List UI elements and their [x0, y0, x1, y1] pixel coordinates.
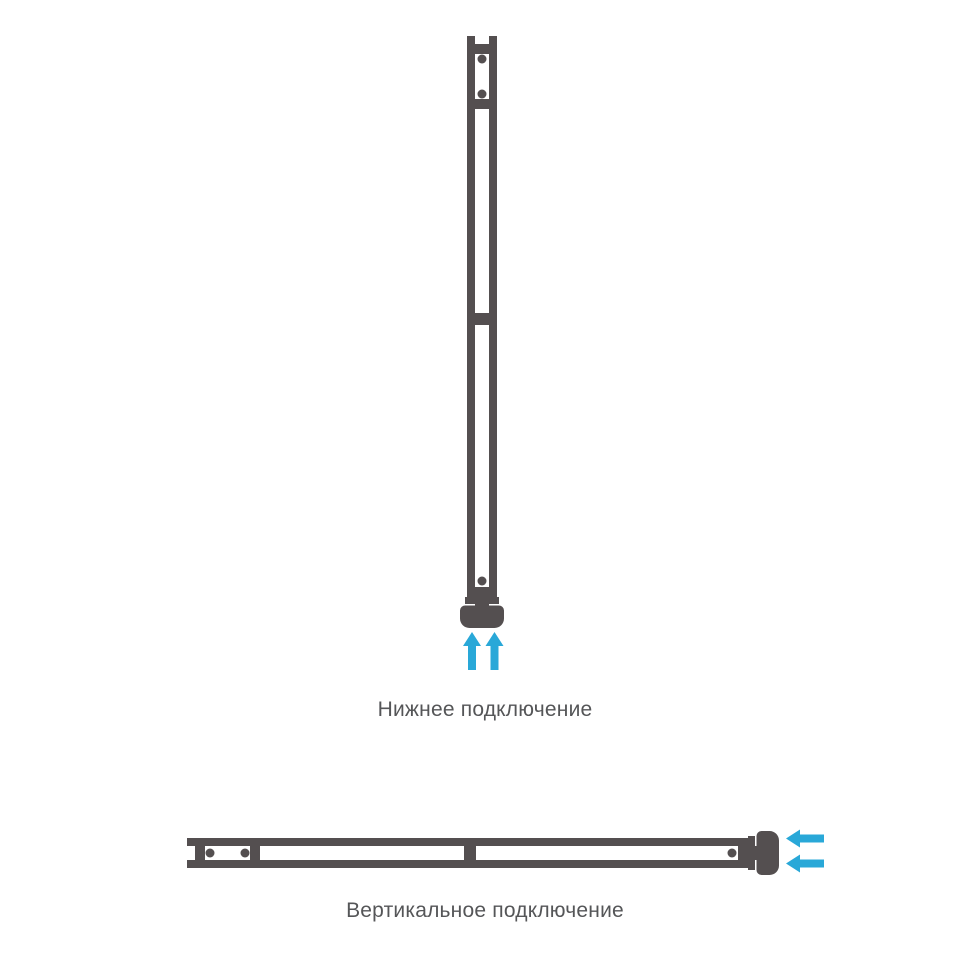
caption-vertical-connection: Вертикальное подключение: [346, 899, 624, 922]
flow-left-arrow-icon: [786, 830, 824, 848]
rail-bottom-connection: [460, 36, 504, 670]
caption-bottom-connection: Нижнее подключение: [377, 698, 593, 721]
flow-up-arrow-icon: [463, 632, 481, 670]
flow-left-arrow-icon: [786, 855, 824, 873]
flow-up-arrow-icon: [486, 632, 504, 670]
towel-rail-horizontal: [187, 831, 779, 875]
towel-rail-vertical: [460, 36, 504, 628]
rail-vertical-connection: [187, 830, 824, 876]
